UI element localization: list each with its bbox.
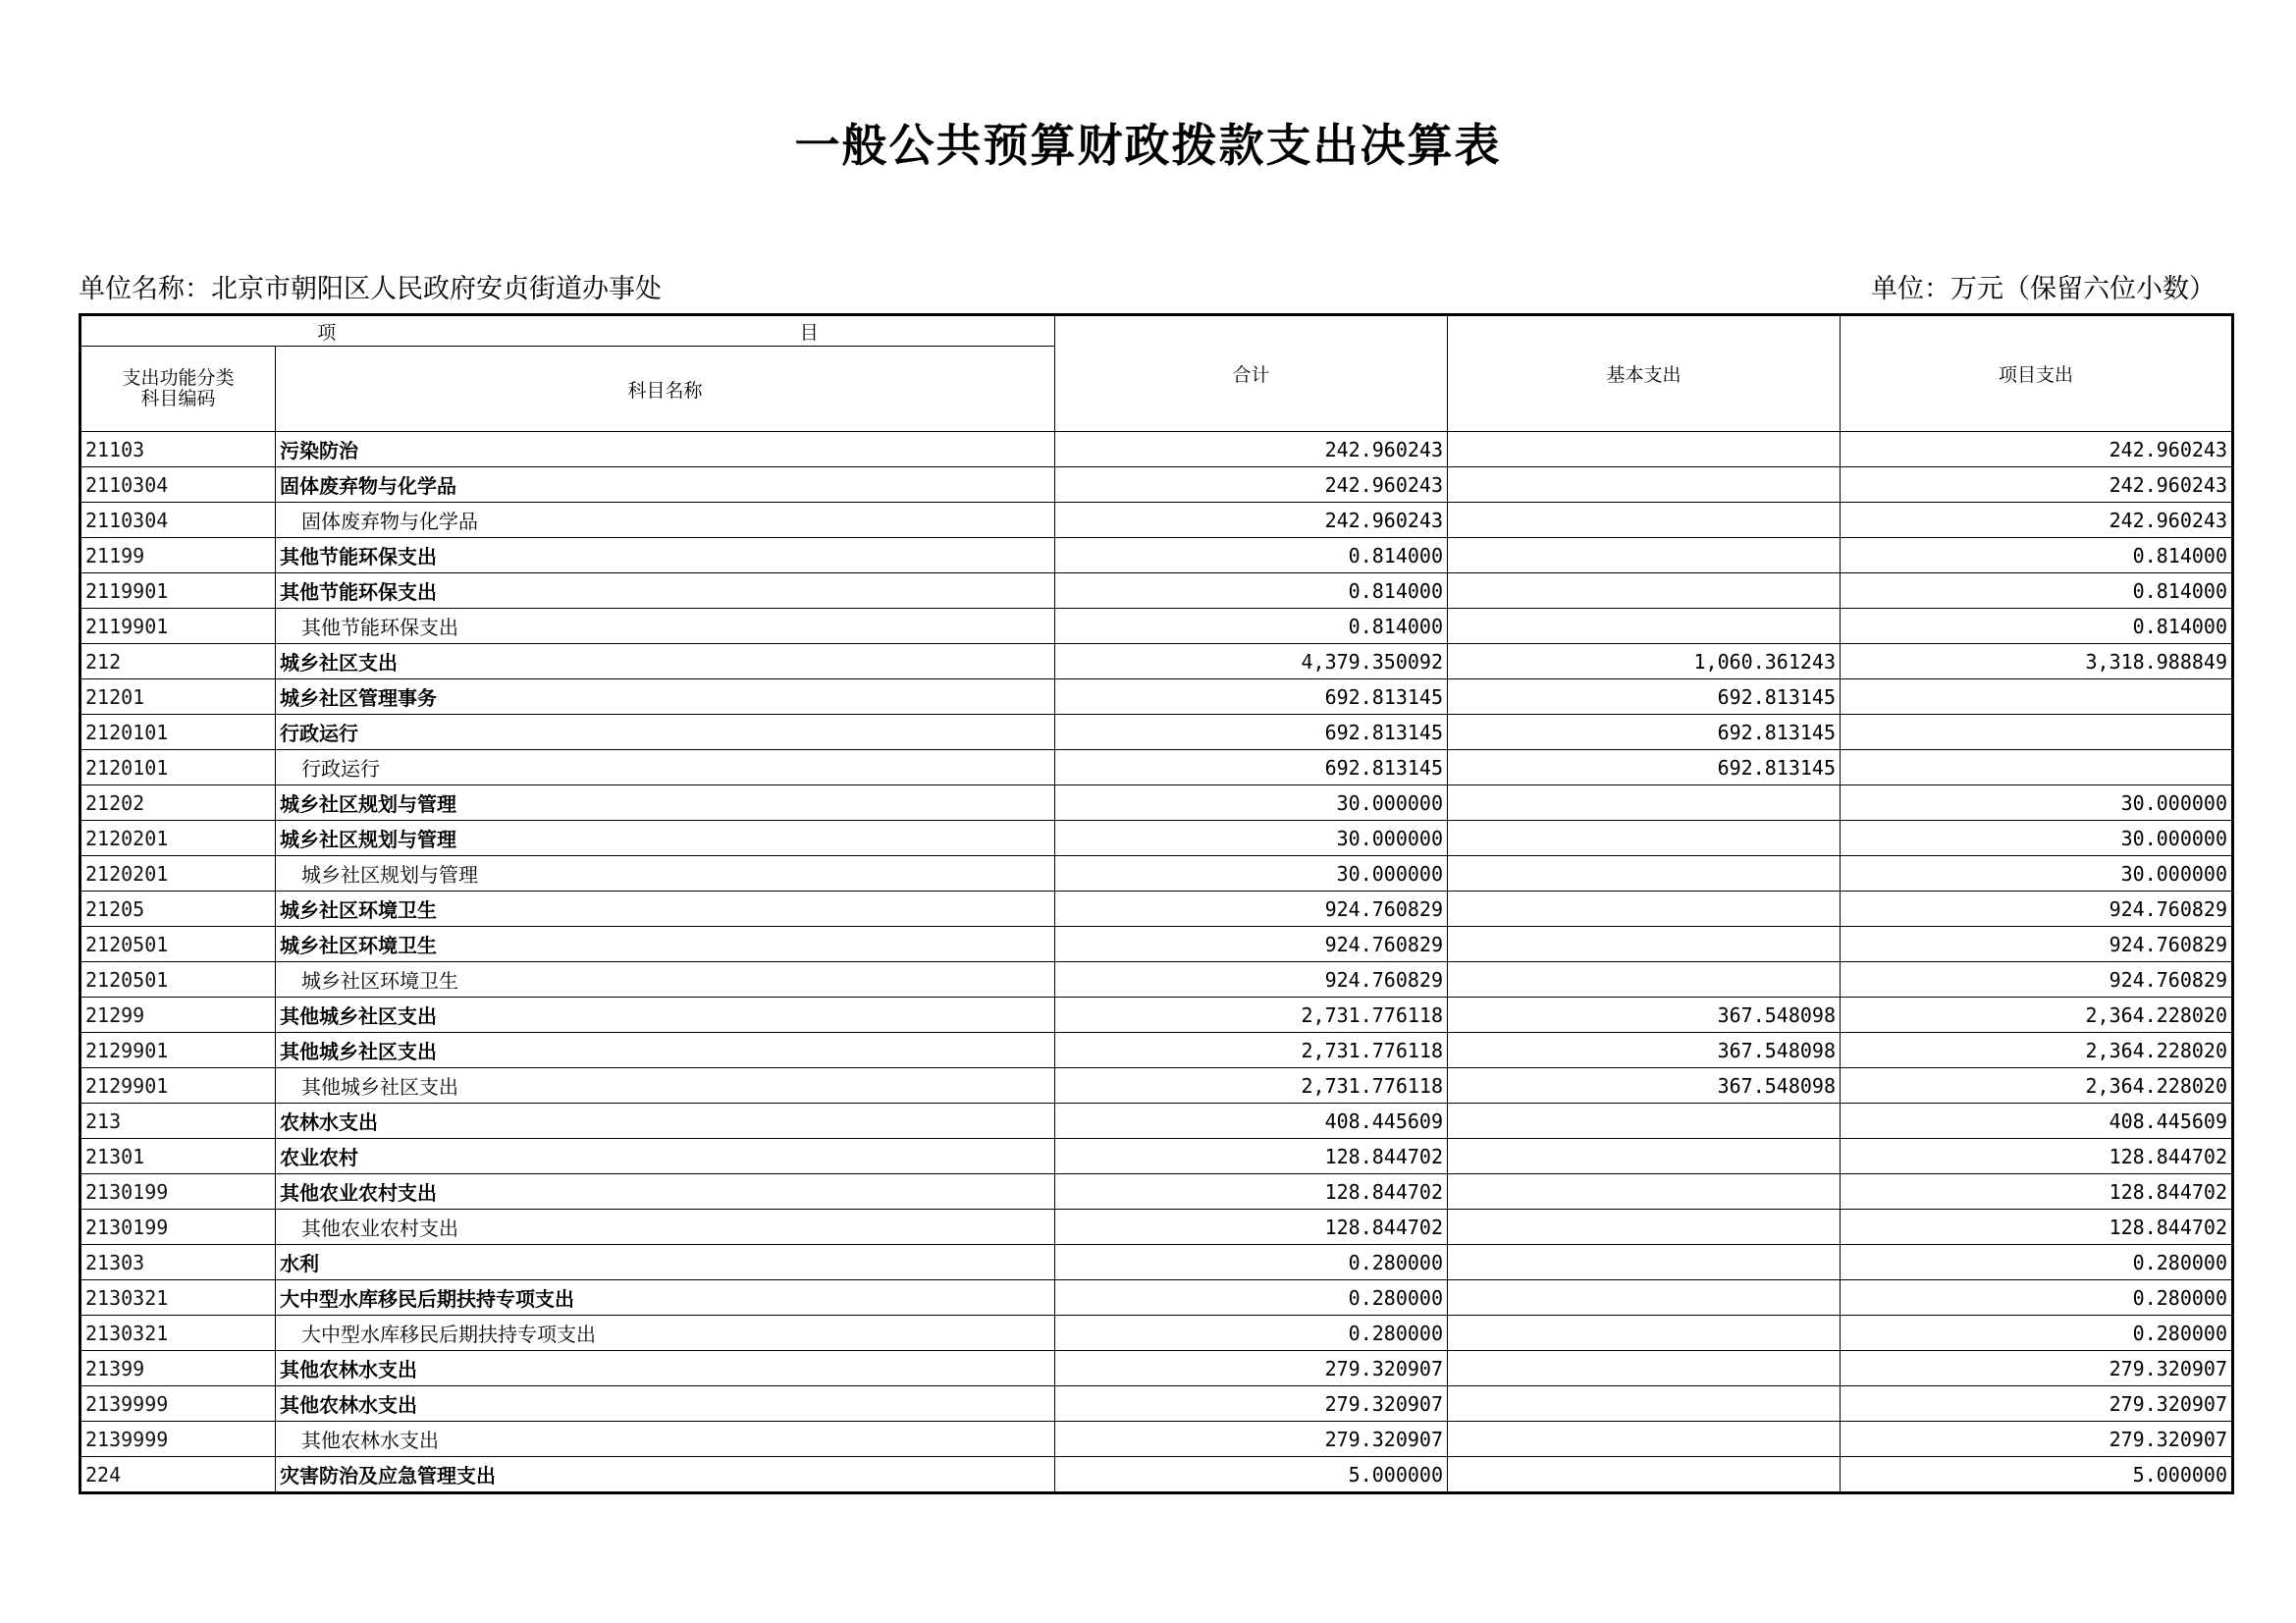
- project-cell: 128.844702: [1841, 1174, 2233, 1210]
- name-cell: 大中型水库移民后期扶持专项支出: [276, 1280, 1055, 1316]
- name-cell: 污染防治: [276, 432, 1055, 467]
- code-cell: 213: [80, 1104, 276, 1139]
- unit-label: 单位：万元（保留六位小数）: [1871, 274, 2216, 304]
- item-header-right: 目: [799, 321, 819, 344]
- item-header-left: 项: [317, 321, 337, 344]
- total-cell: 2,731.776118: [1055, 998, 1448, 1033]
- code-cell: 2120501: [80, 927, 276, 962]
- code-cell: 21201: [80, 679, 276, 715]
- table-row: [80, 1174, 2233, 1210]
- project-cell: [1841, 750, 2233, 785]
- name-cell: 大中型水库移民后期扶持专项支出: [276, 1316, 1055, 1351]
- basic-cell: [1448, 1174, 1841, 1210]
- name-cell: 城乡社区规划与管理: [276, 856, 1055, 892]
- basic-cell: [1448, 538, 1841, 573]
- code-cell: 21301: [80, 1139, 276, 1174]
- total-cell: 30.000000: [1055, 821, 1448, 856]
- table-row: [80, 856, 2233, 892]
- total-cell: 0.280000: [1055, 1280, 1448, 1316]
- basic-cell: [1448, 1104, 1841, 1139]
- code-cell: 2120201: [80, 856, 276, 892]
- basic-cell: 692.813145: [1448, 679, 1841, 715]
- project-header: 项目支出: [1841, 315, 2233, 432]
- name-cell: 其他节能环保支出: [276, 573, 1055, 609]
- code-cell: 2139999: [80, 1422, 276, 1457]
- name-cell: 城乡社区规划与管理: [276, 821, 1055, 856]
- name-cell: 其他节能环保支出: [276, 609, 1055, 644]
- project-cell: 0.814000: [1841, 573, 2233, 609]
- total-cell: 692.813145: [1055, 750, 1448, 785]
- project-cell: 279.320907: [1841, 1386, 2233, 1422]
- project-cell: 128.844702: [1841, 1210, 2233, 1245]
- total-cell: 279.320907: [1055, 1386, 1448, 1422]
- basic-cell: [1448, 1422, 1841, 1457]
- total-cell: 4,379.350092: [1055, 644, 1448, 679]
- total-cell: 0.814000: [1055, 609, 1448, 644]
- project-cell: 2,364.228020: [1841, 1068, 2233, 1104]
- basic-cell: [1448, 856, 1841, 892]
- table-row: [80, 821, 2233, 856]
- table-row: [80, 1386, 2233, 1422]
- project-cell: 279.320907: [1841, 1422, 2233, 1457]
- total-header: 合计: [1055, 315, 1448, 432]
- project-cell: 0.280000: [1841, 1316, 2233, 1351]
- project-cell: 3,318.988849: [1841, 644, 2233, 679]
- code-header: [80, 347, 276, 432]
- total-cell: 128.844702: [1055, 1139, 1448, 1174]
- table-row: [80, 1457, 2233, 1493]
- code-cell: 2130321: [80, 1316, 276, 1351]
- code-cell: 2119901: [80, 573, 276, 609]
- name-cell: 其他农林水支出: [276, 1422, 1055, 1457]
- basic-cell: [1448, 1245, 1841, 1280]
- name-cell: 农林水支出: [276, 1104, 1055, 1139]
- project-cell: 128.844702: [1841, 1139, 2233, 1174]
- basic-cell: [1448, 1280, 1841, 1316]
- project-cell: 242.960243: [1841, 467, 2233, 503]
- name-cell: 行政运行: [276, 750, 1055, 785]
- table-row: [80, 998, 2233, 1033]
- code-header-line1: 支出功能分类: [122, 367, 235, 389]
- name-cell: 其他农业农村支出: [276, 1210, 1055, 1245]
- basic-cell: 1,060.361243: [1448, 644, 1841, 679]
- total-cell: 30.000000: [1055, 785, 1448, 821]
- total-cell: 279.320907: [1055, 1422, 1448, 1457]
- name-cell: 城乡社区管理事务: [276, 679, 1055, 715]
- total-cell: 408.445609: [1055, 1104, 1448, 1139]
- name-cell: 城乡社区环境卫生: [276, 892, 1055, 927]
- name-cell: 其他城乡社区支出: [276, 1033, 1055, 1068]
- code-cell: 2130321: [80, 1280, 276, 1316]
- total-cell: 2,731.776118: [1055, 1033, 1448, 1068]
- table-row: [80, 503, 2233, 538]
- code-header-line2: 科目编码: [140, 388, 216, 409]
- basic-cell: [1448, 1139, 1841, 1174]
- table-row: [80, 927, 2233, 962]
- code-cell: 2110304: [80, 503, 276, 538]
- name-cell: 固体废弃物与化学品: [276, 467, 1055, 503]
- table-row: [80, 750, 2233, 785]
- project-cell: [1841, 715, 2233, 750]
- table-row: [80, 1316, 2233, 1351]
- page-title: 一般公共预算财政拨款支出决算表: [794, 119, 1502, 172]
- code-cell: 224: [80, 1457, 276, 1493]
- table-row: [80, 715, 2233, 750]
- code-cell: 21199: [80, 538, 276, 573]
- basic-header: 基本支出: [1448, 315, 1841, 432]
- code-cell: 21299: [80, 998, 276, 1033]
- basic-cell: [1448, 609, 1841, 644]
- name-cell: 其他农林水支出: [276, 1386, 1055, 1422]
- project-cell: 2,364.228020: [1841, 1033, 2233, 1068]
- code-cell: 2129901: [80, 1033, 276, 1068]
- name-cell: 城乡社区规划与管理: [276, 785, 1055, 821]
- total-cell: 0.814000: [1055, 538, 1448, 573]
- name-header: 科目名称: [276, 347, 1055, 432]
- table-row: [80, 609, 2233, 644]
- code-cell: 21205: [80, 892, 276, 927]
- table-row: [80, 1068, 2233, 1104]
- table-row: [80, 1280, 2233, 1316]
- project-cell: 0.814000: [1841, 538, 2233, 573]
- total-cell: 242.960243: [1055, 467, 1448, 503]
- table-row: [80, 644, 2233, 679]
- total-cell: 692.813145: [1055, 715, 1448, 750]
- table-row: [80, 1422, 2233, 1457]
- table-row: [80, 538, 2233, 573]
- basic-cell: 692.813145: [1448, 715, 1841, 750]
- name-cell: 城乡社区环境卫生: [276, 962, 1055, 998]
- total-cell: 279.320907: [1055, 1351, 1448, 1386]
- project-cell: 0.280000: [1841, 1280, 2233, 1316]
- table-row: [80, 785, 2233, 821]
- name-cell: 水利: [276, 1245, 1055, 1280]
- project-cell: 242.960243: [1841, 432, 2233, 467]
- basic-cell: 367.548098: [1448, 1068, 1841, 1104]
- project-cell: 924.760829: [1841, 927, 2233, 962]
- total-cell: 924.760829: [1055, 962, 1448, 998]
- project-cell: 279.320907: [1841, 1351, 2233, 1386]
- table-row: [80, 962, 2233, 998]
- project-cell: 2,364.228020: [1841, 998, 2233, 1033]
- code-cell: 2130199: [80, 1210, 276, 1245]
- project-cell: 924.760829: [1841, 962, 2233, 998]
- name-cell: 其他农林水支出: [276, 1351, 1055, 1386]
- total-cell: 924.760829: [1055, 892, 1448, 927]
- name-cell: 灾害防治及应急管理支出: [276, 1457, 1055, 1493]
- name-cell: 行政运行: [276, 715, 1055, 750]
- code-cell: 2120101: [80, 715, 276, 750]
- project-cell: 924.760829: [1841, 892, 2233, 927]
- total-cell: 0.814000: [1055, 573, 1448, 609]
- basic-cell: [1448, 432, 1841, 467]
- code-cell: 212: [80, 644, 276, 679]
- code-cell: 2129901: [80, 1068, 276, 1104]
- project-cell: [1841, 679, 2233, 715]
- code-cell: 2139999: [80, 1386, 276, 1422]
- table-row: [80, 1139, 2233, 1174]
- table-row: [80, 1210, 2233, 1245]
- name-cell: 其他节能环保支出: [276, 538, 1055, 573]
- unit-name-label: 单位名称：北京市朝阳区人民政府安贞街道办事处: [79, 274, 662, 304]
- project-cell: 0.814000: [1841, 609, 2233, 644]
- basic-cell: 692.813145: [1448, 750, 1841, 785]
- table-row: [80, 432, 2233, 467]
- table-row: [80, 1104, 2233, 1139]
- name-cell: 固体废弃物与化学品: [276, 503, 1055, 538]
- basic-cell: 367.548098: [1448, 998, 1841, 1033]
- name-cell: 其他城乡社区支出: [276, 1068, 1055, 1104]
- basic-cell: [1448, 573, 1841, 609]
- basic-cell: [1448, 1457, 1841, 1493]
- total-cell: 692.813145: [1055, 679, 1448, 715]
- table-row: [80, 1033, 2233, 1068]
- project-cell: 30.000000: [1841, 821, 2233, 856]
- code-cell: 21399: [80, 1351, 276, 1386]
- total-cell: 924.760829: [1055, 927, 1448, 962]
- total-cell: 0.280000: [1055, 1316, 1448, 1351]
- project-cell: 0.280000: [1841, 1245, 2233, 1280]
- total-cell: 242.960243: [1055, 503, 1448, 538]
- code-cell: 21202: [80, 785, 276, 821]
- basic-cell: [1448, 1386, 1841, 1422]
- code-cell: 21103: [80, 432, 276, 467]
- project-cell: 30.000000: [1841, 856, 2233, 892]
- basic-cell: [1448, 962, 1841, 998]
- code-cell: 2120201: [80, 821, 276, 856]
- basic-cell: [1448, 821, 1841, 856]
- basic-cell: [1448, 892, 1841, 927]
- name-cell: 其他农业农村支出: [276, 1174, 1055, 1210]
- code-cell: 2119901: [80, 609, 276, 644]
- table-row: [80, 892, 2233, 927]
- code-cell: 2130199: [80, 1174, 276, 1210]
- basic-cell: [1448, 927, 1841, 962]
- code-cell: 2120101: [80, 750, 276, 785]
- basic-cell: [1448, 467, 1841, 503]
- budget-table: [79, 313, 2234, 1494]
- table-row: [80, 679, 2233, 715]
- basic-cell: [1448, 1351, 1841, 1386]
- total-cell: 128.844702: [1055, 1174, 1448, 1210]
- basic-cell: [1448, 503, 1841, 538]
- code-cell: 2120501: [80, 962, 276, 998]
- table-row: [80, 1351, 2233, 1386]
- name-cell: 城乡社区环境卫生: [276, 927, 1055, 962]
- project-cell: 408.445609: [1841, 1104, 2233, 1139]
- total-cell: 128.844702: [1055, 1210, 1448, 1245]
- code-cell: 21303: [80, 1245, 276, 1280]
- item-header: [80, 315, 1055, 347]
- name-cell: 城乡社区支出: [276, 644, 1055, 679]
- project-cell: 242.960243: [1841, 503, 2233, 538]
- total-cell: 242.960243: [1055, 432, 1448, 467]
- project-cell: 30.000000: [1841, 785, 2233, 821]
- basic-cell: 367.548098: [1448, 1033, 1841, 1068]
- project-cell: 5.000000: [1841, 1457, 2233, 1493]
- basic-cell: [1448, 785, 1841, 821]
- table-row: [80, 467, 2233, 503]
- code-cell: 2110304: [80, 467, 276, 503]
- basic-cell: [1448, 1210, 1841, 1245]
- table-row: [80, 1245, 2233, 1280]
- total-cell: 5.000000: [1055, 1457, 1448, 1493]
- table-row: [80, 573, 2233, 609]
- total-cell: 2,731.776118: [1055, 1068, 1448, 1104]
- total-cell: 30.000000: [1055, 856, 1448, 892]
- basic-cell: [1448, 1316, 1841, 1351]
- name-cell: 其他城乡社区支出: [276, 998, 1055, 1033]
- total-cell: 0.280000: [1055, 1245, 1448, 1280]
- name-cell: 农业农村: [276, 1139, 1055, 1174]
